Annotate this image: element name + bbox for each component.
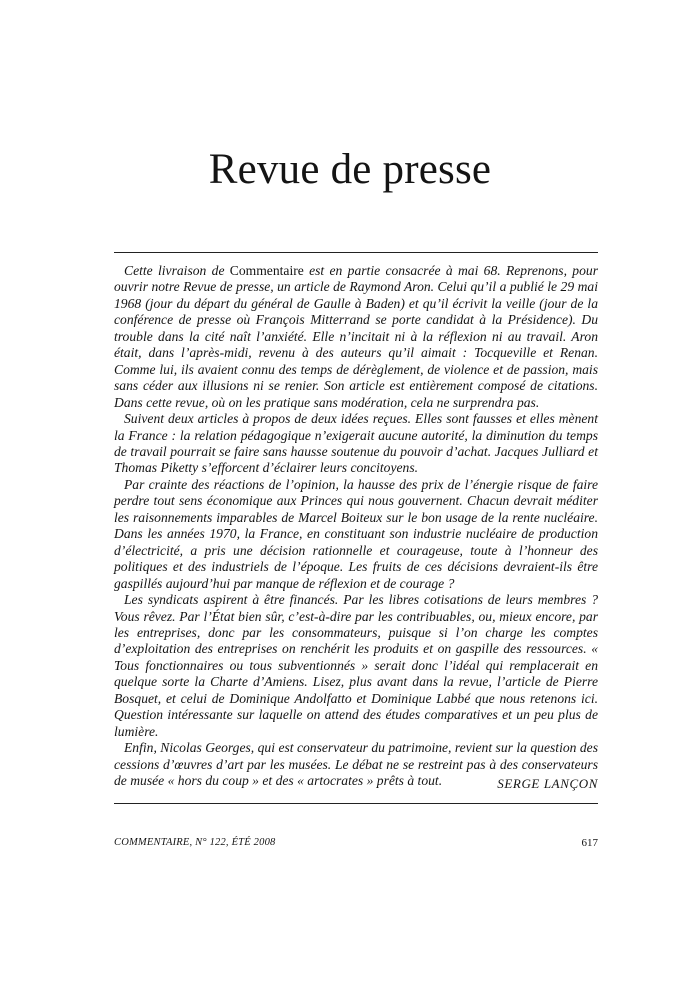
paragraph-3: Par crainte des réactions de l’opinion, la hausse des prix de l’énergie risque de faire perdre tout sens économique aux Princes qui nous gouvernent. Chacun devrait méditer les raisonnements imparables de Marcel Boiteux sur le bon usage de la rente nucléaire. Dans les années 1970, la France, en constituant son industrie nucléaire de production d’électricité, a pris une décision rationnelle et courageuse, toute à l’honneur des politiques et des industriels de l’époque. Les fruits de ces décisions devraient-ils être gaspillés aujourd’hui par manque de réflexion et de courage ? xyxy=(114,476,598,591)
paragraph-1 xyxy=(114,263,598,411)
paragraph-1-body: est en partie consacrée à mai 68. Reprenons, pour ouvrir notre Revue de presse, un article de Raymond Aron. Celui qu’il a publié le 29 mai 1968 (jour du départ du général de Gaulle à Baden) et qu’il écrivit la veille (jour de la conférence de presse où François Mitterrand se porte candidat à la Présidence). Du trouble dans la cité naît l’anxiété. Elle n’incitait ni à la réflexion ni au travail. Aron était, dans l’après-midi, revenu à des auteurs qu’il aimait : Tocqueville et Renan. Comme lui, ils avaient connu des temps de dérèglement, de violence et de passion, mais sans céder aux illusions ni se renier. Son article est entièrement composé de citations. Dans cette revue, où on les pratique sans modération, cela ne surprendra pas. xyxy=(114,263,598,410)
bottom-divider xyxy=(114,803,598,804)
paragraph-2: Suivent deux articles à propos de deux idées reçues. Elles sont fausses et elles mènent la France : la relation pédagogique n’exigerait aucune autorité, la diminution du temps de travail pourrait se faire sans hausse soutenue du pouvoir d’achat. Jacques Julliard et Thomas Piketty s’efforcent d’éclairer leurs concitoyens. xyxy=(114,411,598,476)
footer-page-number: 617 xyxy=(581,837,598,849)
paragraph-1-intro: Cette livraison de xyxy=(124,263,230,278)
article-body xyxy=(114,263,598,790)
author-signature: SERGE LANÇON xyxy=(497,776,598,791)
paragraph-5: Enfin, Nicolas Georges, qui est conservateur du patrimoine, revient sur la question des cessions d’œuvres d’art par les musées. Le débat ne se restreint pas à des conservateurs de musée « hors du coup » et des « artocrates » prêts à tout. xyxy=(114,740,598,789)
top-divider xyxy=(114,252,598,253)
paragraph-4: Les syndicats aspirent à être financés. Par les libres cotisations de leurs membres ? Vous rêvez. Par l’État bien sûr, c’est-à-dire par les contribuables, ou, mieux encore, par les entreprises, donc par les consommateurs, puisque si l’on charge les comptes d’exploitation des entreprises on renchérit les produits et on gaspille des ressources. « Tous fonctionnaires ou tous subventionnés » serait donc l’idéal qui remplacerait en quelque sorte la Charte d’Amiens. Lisez, plus avant dans la revue, l’article de Pierre Bosquet, et celui de Dominique Andolfatto et Dominique Labbé que nous retenons ici. Question intéressante sur laquelle on attend des études comparatives et un peu plus de lumière. xyxy=(114,592,598,739)
page-title: Revue de presse xyxy=(208,146,492,193)
footer-journal-issue: COMMENTAIRE, N° 122, ÉTÉ 2008 xyxy=(114,837,276,848)
journal-name: Commentaire xyxy=(229,263,304,278)
